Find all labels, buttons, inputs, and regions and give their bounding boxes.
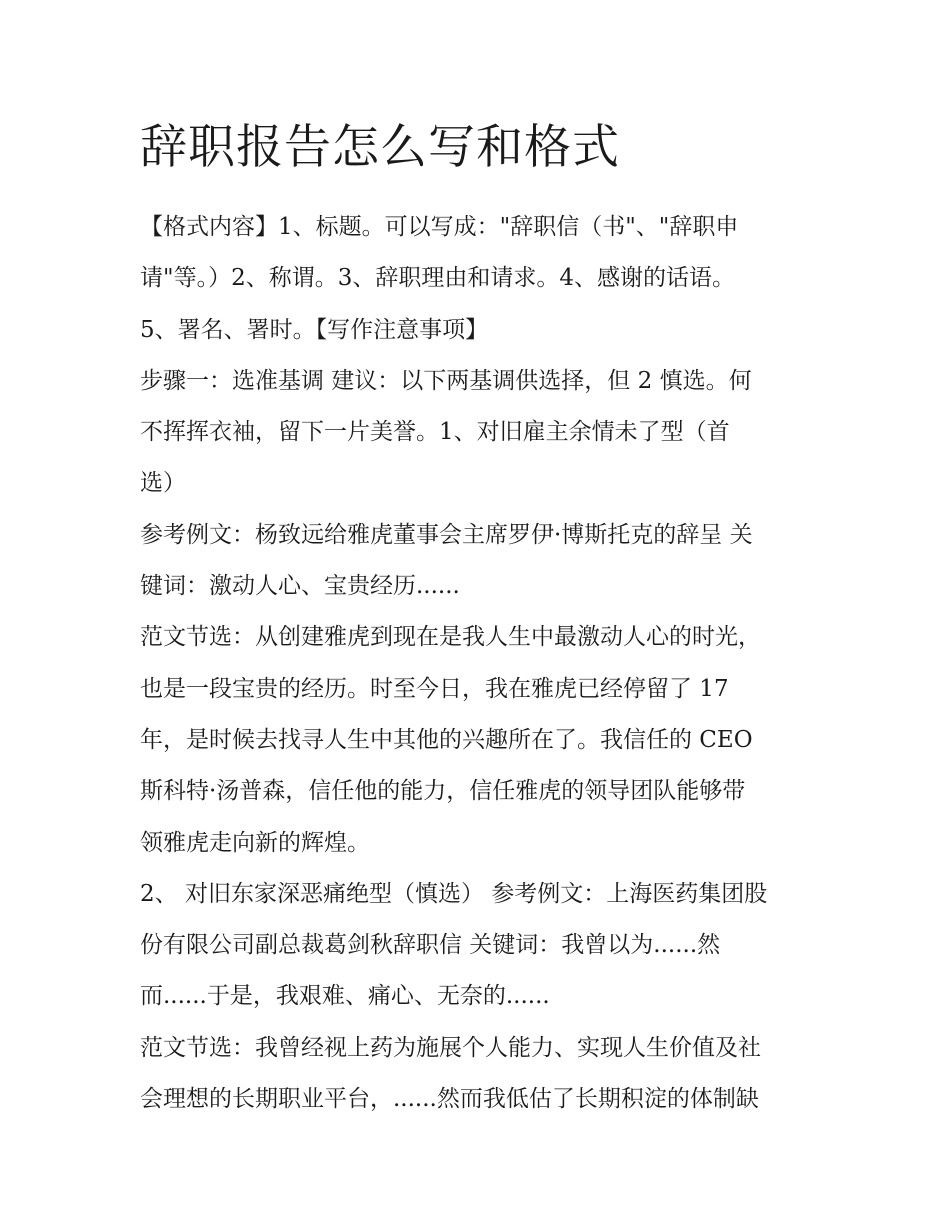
text-line: 而......于是，我艰难、痛心、无奈的...... [140,983,550,1010]
document-title: 辞职报告怎么写和格式 [140,120,620,175]
text-line: 选） [140,470,186,497]
text-line: 参考例文：杨致远给雅虎董事会主席罗伊·博斯托克的辞呈 关 [140,521,753,548]
text-line: 领雅虎走向新的辉煌。 [140,829,370,856]
text-line: 5、署名、署时。【写作注意事项】 [140,316,489,343]
text-line: 【格式内容】1、标题。可以写成："辞职信（书"、"辞职申 [140,214,739,240]
document-page [140,118,820,1125]
text-line: 步骤一：选准基调 建议：以下两基调供选择，但 2 慎选。何 [140,367,752,394]
text-line: 键词：激动人心、宝贵经历...... [140,573,460,600]
text-line: 年，是时候去找寻人生中其他的兴趣所在了。我信任的 CEO [140,726,753,753]
text-line: 2、 对旧东家深恶痛绝型（慎选） 参考例文：上海医药集团股 [140,880,768,907]
text-line: 请"等。）2、称谓。3、辞职理由和请求。4、感谢的话语。 [140,265,735,292]
text-line: 份有限公司副总裁葛剑秋辞职信 关键词：我曾以为......然 [140,932,721,959]
text-line: 范文节选：我曾经视上药为施展个人能力、实现人生价值及社 [140,1034,761,1061]
document-body [140,202,820,1125]
text-line: 斯科特·汤普森，信任他的能力，信任雅虎的领导团队能够带 [140,778,746,805]
text-line: 范文节选：从创建雅虎到现在是我人生中最激动人心的时光， [140,624,761,651]
text-line: 会理想的长期职业平台，......然而我低估了长期积淀的体制缺 [140,1086,759,1113]
text-line: 也是一段宝贵的经历。时至今日，我在雅虎已经停留了 17 [140,675,729,702]
text-line: 不挥挥衣袖，留下一片美誉。1、对旧雇主余情未了型（首 [140,419,730,446]
